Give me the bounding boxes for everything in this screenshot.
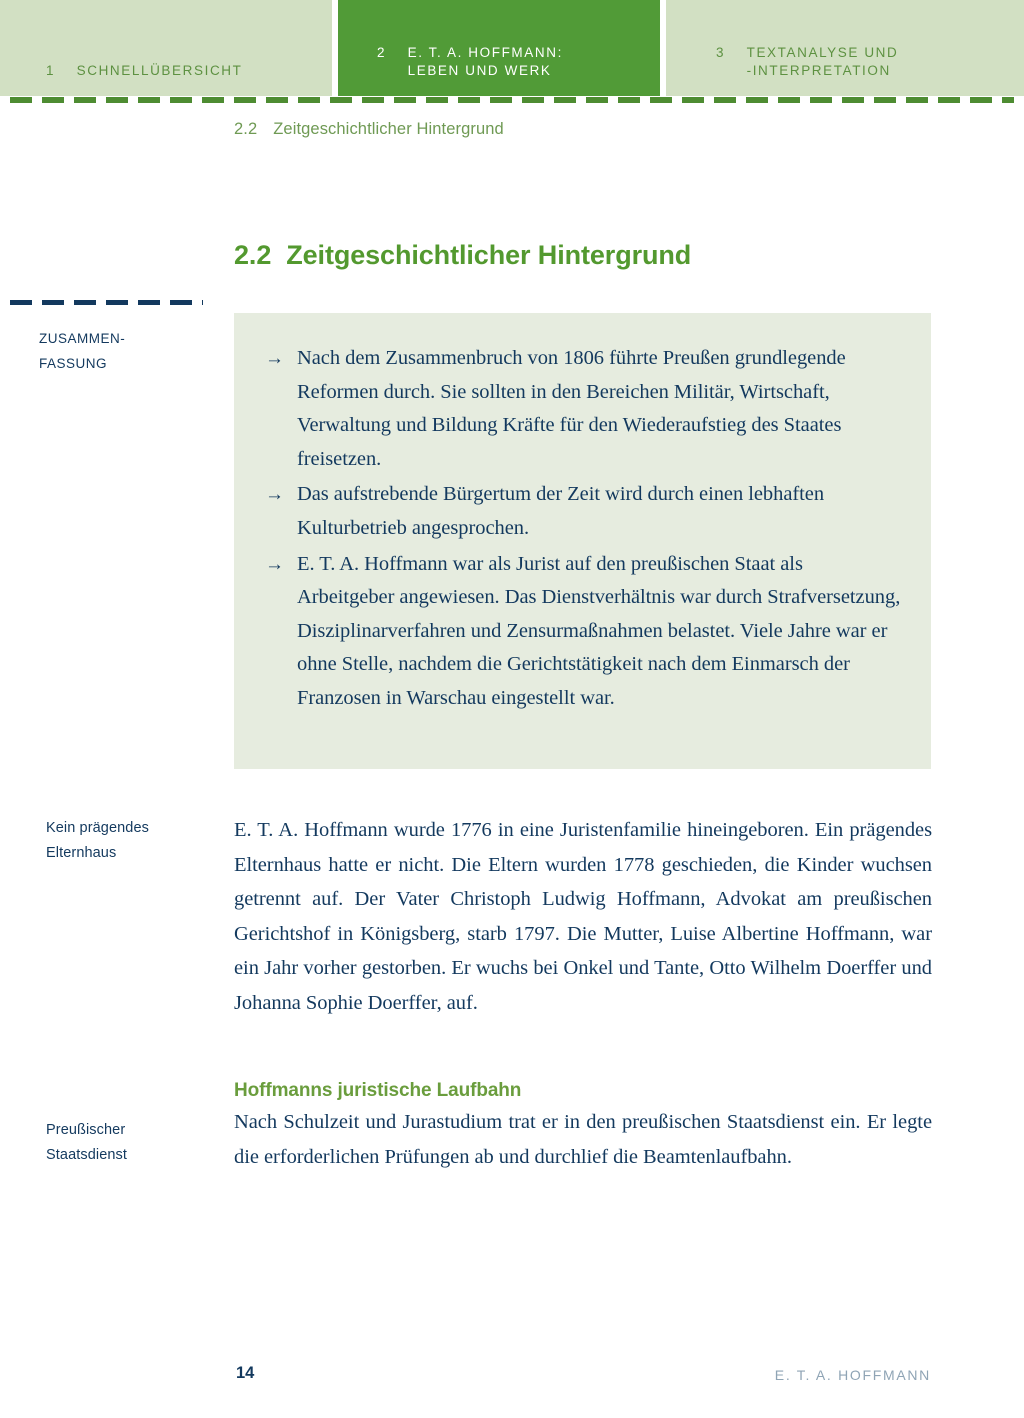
summary-box bbox=[234, 313, 931, 769]
sub-heading: Hoffmanns juristische Laufbahn bbox=[234, 1080, 522, 1101]
tab-number: 2 bbox=[377, 45, 386, 60]
page-title-label: Zeitgeschichtlicher Hintergrund bbox=[286, 240, 692, 270]
footer-title: E. T. A. HOFFMANN bbox=[774, 1367, 931, 1383]
arrow-right-icon: → bbox=[265, 553, 284, 575]
chapter-tab-bar bbox=[0, 0, 1024, 96]
body-paragraph-1-block bbox=[234, 813, 932, 1020]
page-title bbox=[234, 240, 691, 271]
tab-label: E. T. A. HOFFMANN: LEBEN UND WERK bbox=[407, 45, 563, 78]
summary-item-text: Das aufstrebende Bürgertum der Zeit wird durch einen lebhaften Kulturbetrieb angesprochen. bbox=[297, 483, 825, 539]
margin-tag-dashed-rule bbox=[10, 300, 203, 305]
breadcrumb bbox=[234, 120, 504, 139]
summary-item-text: Nach dem Zusammenbruch von 1806 führte Preußen grundlegende Reformen durch. Sie sollten in den Bereichen Militär, Wirtschaft, Verwaltung und Bildung Kräfte für den Wiederaufstieg des Staates freisetzen. bbox=[297, 347, 846, 470]
list-item bbox=[265, 548, 901, 716]
arrow-right-icon: → bbox=[265, 484, 284, 506]
page-title-number: 2.2 bbox=[234, 240, 272, 270]
summary-margin-tag bbox=[10, 300, 210, 376]
margin-note-line-1: Preußischer bbox=[46, 1122, 126, 1138]
margin-tag-line-1: ZUSAMMEN- bbox=[39, 331, 126, 346]
tab-number: 1 bbox=[46, 63, 55, 78]
list-item bbox=[265, 342, 901, 476]
list-item bbox=[265, 478, 901, 545]
breadcrumb-number: 2.2 bbox=[234, 120, 258, 138]
margin-note-line-2: Staatsdienst bbox=[46, 1147, 127, 1163]
body-paragraph: E. T. A. Hoffmann wurde 1776 in eine Juristenfamilie hineingeboren. Ein prägendes Elternhaus hatte er nicht. Die Eltern wurden 1778 geschieden, die Kinder wuchsen getrennt auf. Der Vater Christoph Ludwig Hoffmann, Advokat am preußischen Gerichtshof in Königsberg, starb 1797. Die Mutter, Luise Albertine Hoffmann, war ein Jahr vorher gestorben. Er wuchs bei Onkel und Tante, Otto Wilhelm Doerffer und Johanna Sophie Doerffer, auf. bbox=[234, 819, 932, 1014]
margin-note-line-1: Kein prägendes bbox=[46, 820, 149, 836]
body-paragraph: Nach Schulzeit und Jurastudium trat er in den preußischen Staatsdienst ein. Er legte die erforderlichen Prüfungen ab und durchlief die Beamtenlaufbahn. bbox=[234, 1111, 932, 1168]
tab-schnelluebersicht[interactable] bbox=[0, 0, 332, 96]
tab-number: 3 bbox=[716, 45, 725, 60]
margin-note-kein-praegendes-elternhaus bbox=[46, 816, 226, 866]
arrow-right-icon: → bbox=[265, 348, 284, 369]
tab-hoffmann-leben-und-werk[interactable] bbox=[338, 0, 660, 96]
margin-note-line-2: Elternhaus bbox=[46, 845, 117, 861]
margin-note-preussischer-staatsdienst bbox=[46, 1118, 226, 1168]
footer-page-number: 14 bbox=[236, 1364, 255, 1382]
tab-label: SCHNELLÜBERSICHT bbox=[76, 63, 243, 78]
summary-list bbox=[265, 342, 901, 716]
tab-textanalyse-und-interpretation[interactable] bbox=[666, 0, 1024, 96]
margin-tag-text bbox=[39, 326, 210, 376]
summary-item-text: E. T. A. Hoffmann war als Jurist auf den preußischen Staat als Arbeitgeber angewiesen. Das Dienstverhältnis war durch Strafversetzung, Disziplinarverfahren und Zensurmaßnahmen belastet. Viele Jahre war er ohne Stelle, nachdem die Gerichtstätigkeit nach dem Einmarsch der Franzosen in Warschau eingestellt war. bbox=[297, 552, 901, 709]
breadcrumb-label: Zeitgeschichtlicher Hintergrund bbox=[273, 120, 504, 138]
body-section-laufbahn bbox=[234, 1080, 932, 1174]
tab-label: TEXTANALYSE UND -INTERPRETATION bbox=[746, 45, 899, 78]
header-dashed-rule bbox=[10, 97, 1014, 103]
page-footer bbox=[0, 1364, 1024, 1388]
margin-tag-line-2: FASSUNG bbox=[39, 356, 108, 371]
